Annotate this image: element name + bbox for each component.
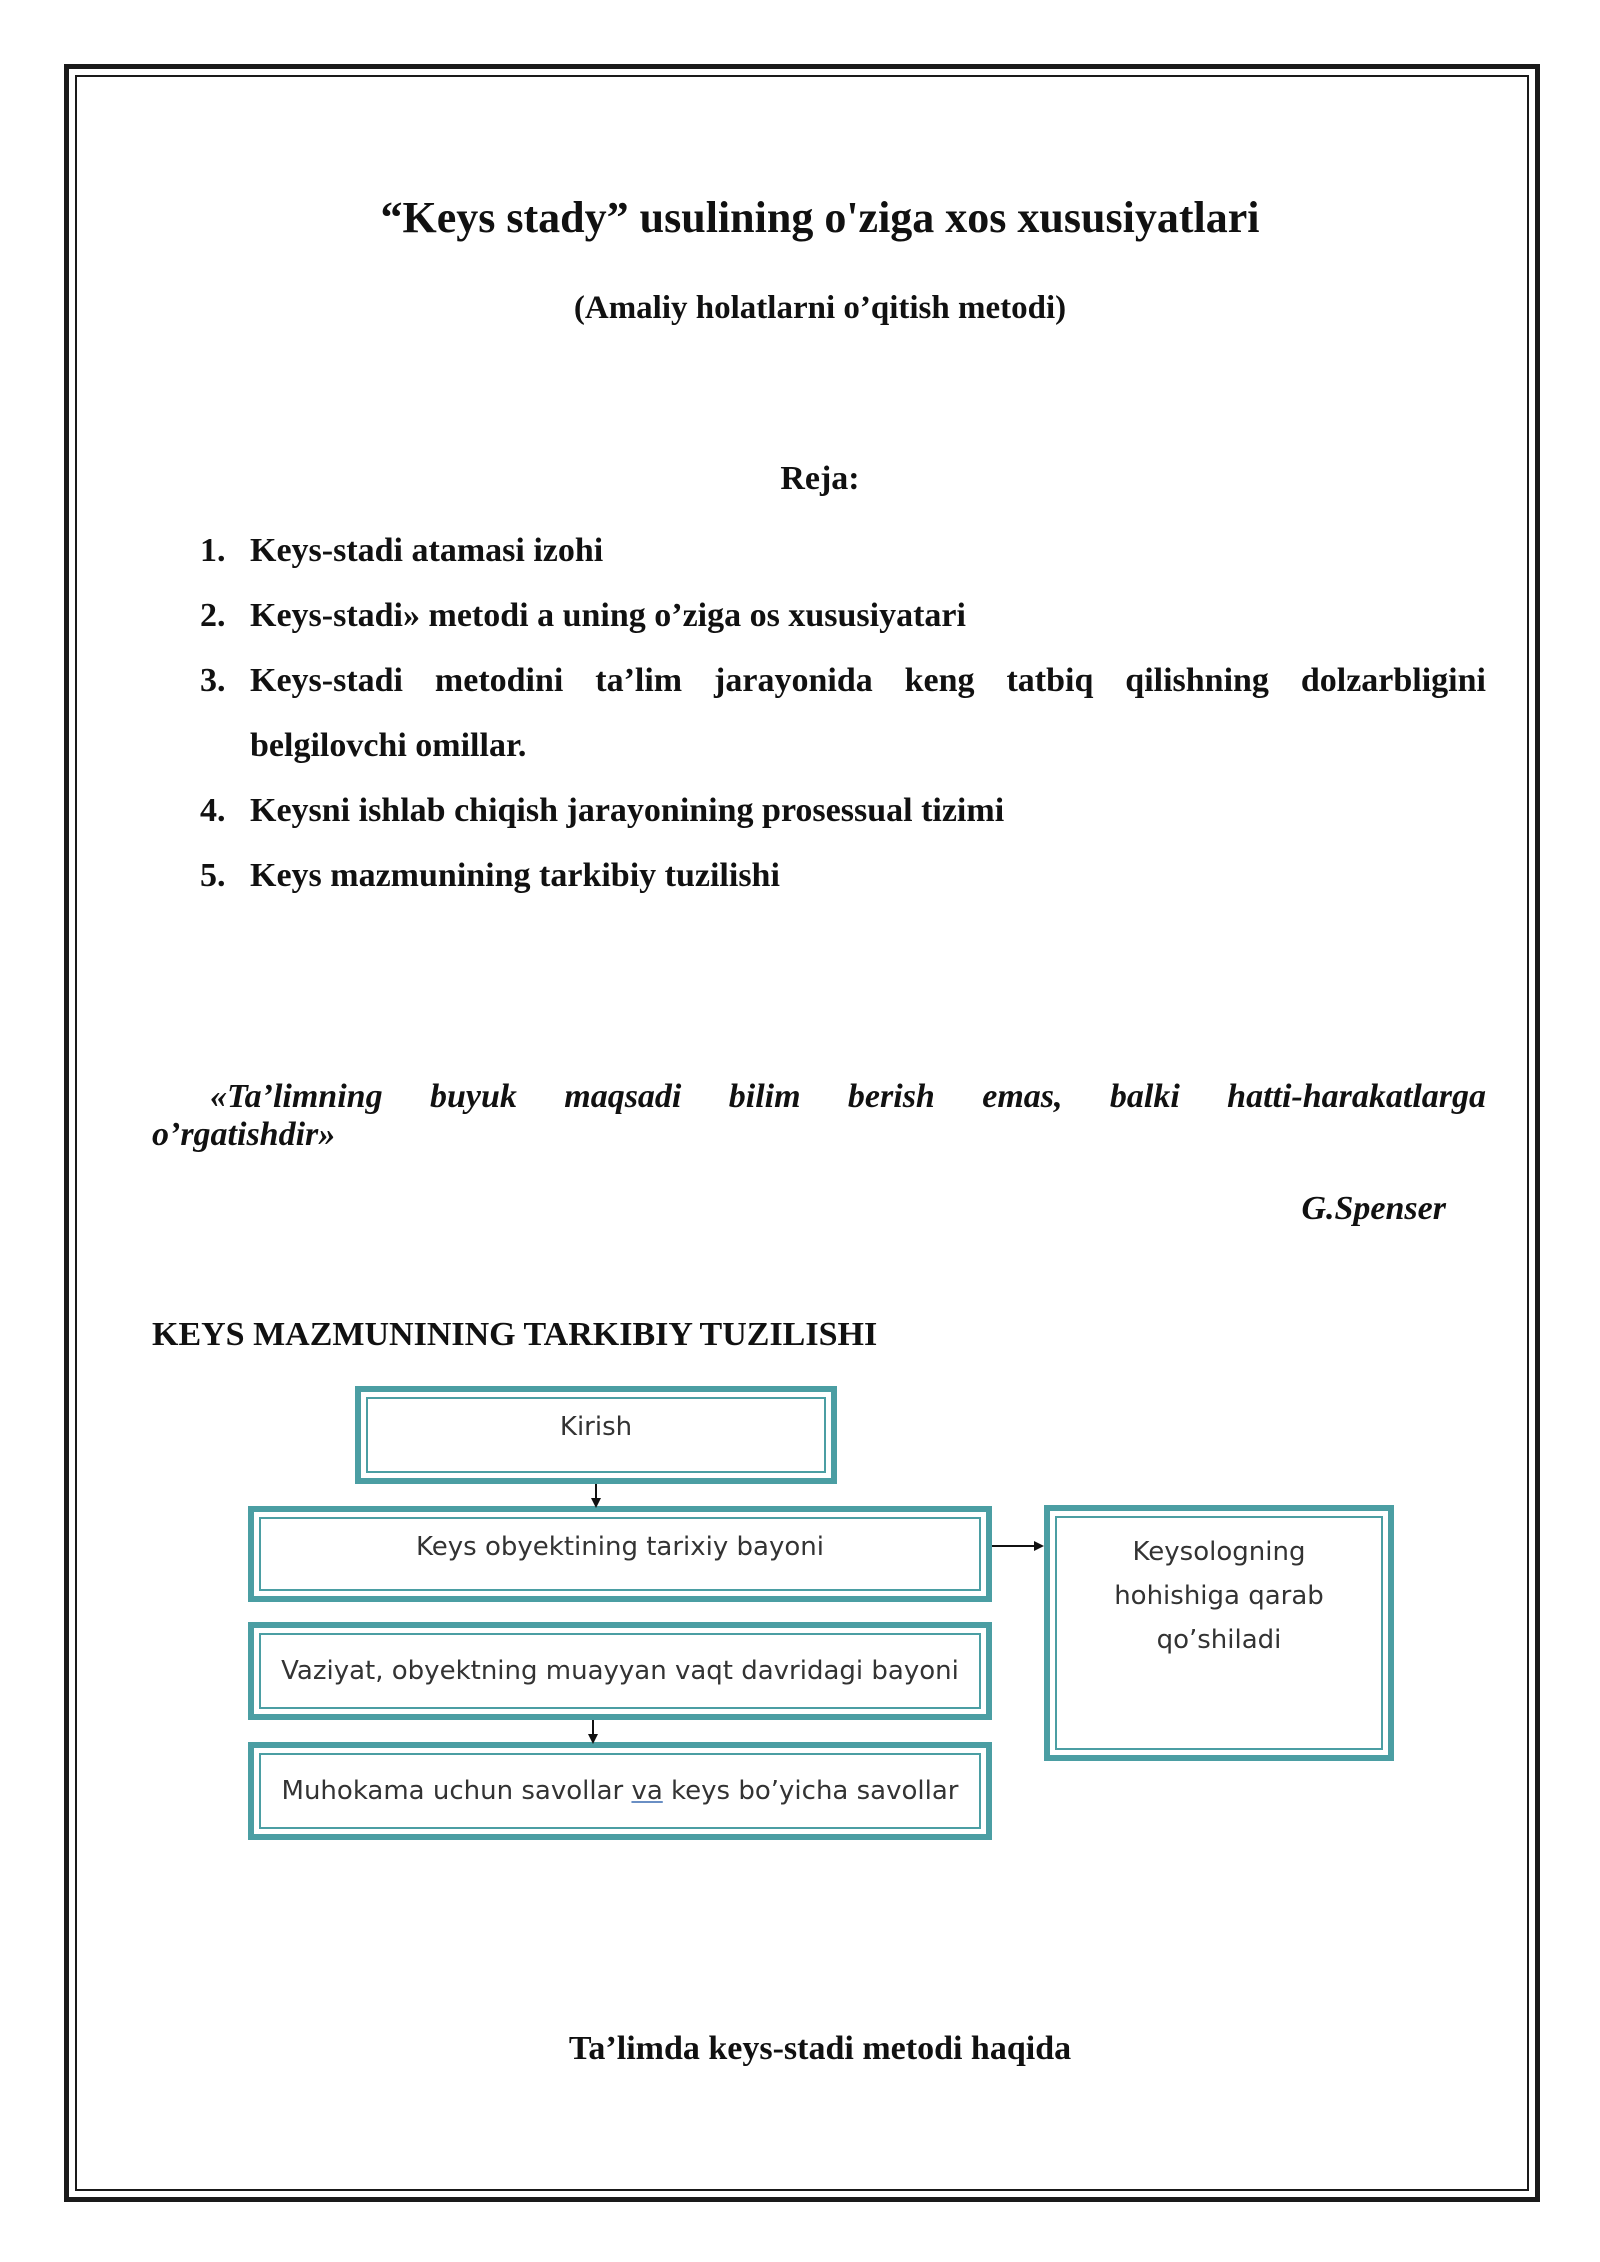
- plan-item-3: [200, 648, 1486, 778]
- plan-list: [200, 518, 1486, 908]
- keysolog-line-3: qo’shiladi: [1156, 1625, 1282, 1655]
- plan-heading: Reja:: [780, 460, 860, 497]
- plan-item-text: Keys-stadi metodini ta’lim jarayonida keng tatbiq qilishning dolzarbligini belgilovchi omillar.: [250, 662, 1486, 764]
- plan-item-text: Keys-stadi atamasi izohi: [250, 532, 604, 569]
- diagram-box-tarixiy-label: Keys obyektining tarixiy bayoni: [259, 1517, 981, 1591]
- plan-item-5: [200, 843, 1486, 908]
- keysolog-line-2: hohishiga qarab: [1114, 1581, 1324, 1611]
- document-title: “Keys stady” usulining o'ziga xos xususiyatlari: [380, 193, 1260, 242]
- muhokama-text-underlined: va: [631, 1776, 663, 1806]
- diagram-box-vaziyat-label: Vaziyat, obyektning muayyan vaqt davridagi bayoni: [259, 1633, 981, 1709]
- diagram-box-tarixiy: [248, 1506, 992, 1602]
- plan-item-number: 3.: [200, 662, 226, 699]
- plan-item-text: Keysni ishlab chiqish jarayonining prosessual tizimi: [250, 792, 1005, 829]
- document-subtitle: (Amaliy holatlarni o’qitish metodi): [573, 290, 1067, 326]
- epigraph-quote: [152, 1078, 1486, 1154]
- keysolog-line-1: Keysologning: [1132, 1537, 1306, 1567]
- plan-item-4: [200, 778, 1486, 843]
- plan-item-text: Keys-stadi» metodi a uning o’ziga os xususiyatari: [250, 597, 966, 634]
- section-heading: KEYS MAZMUNINING TARKIBIY TUZILISHI: [152, 1316, 878, 1353]
- diagram-box-muhokama-label: [259, 1753, 981, 1829]
- plan-item-number: 4.: [200, 792, 226, 829]
- plan-item-1: [200, 518, 1486, 583]
- diagram-box-keysolog-label: [1055, 1516, 1383, 1750]
- diagram-caption: Ta’limda keys-stadi metodi haqida: [568, 2030, 1072, 2067]
- diagram-box-muhokama: [248, 1742, 992, 1840]
- muhokama-text-start: Muhokama uchun savollar: [281, 1776, 632, 1806]
- diagram-box-vaziyat: [248, 1622, 992, 1720]
- plan-item-2: [200, 583, 1486, 648]
- quote-line-1: «Ta’limning buyuk maqsadi bilim berish emas, balki hatti-harakatlarga: [210, 1078, 1486, 1115]
- quote-line-2: o’rgatishdir»: [152, 1116, 336, 1153]
- diagram-box-keysolog: [1044, 1505, 1394, 1761]
- plan-item-number: 2.: [200, 597, 226, 634]
- diagram-box-kirish-label: Kirish: [366, 1397, 826, 1473]
- muhokama-text-end: keys bo’yicha savollar: [662, 1776, 959, 1806]
- quote-author: G.Spenser: [1301, 1190, 1446, 1227]
- plan-item-number: 5.: [200, 857, 226, 894]
- plan-item-number: 1.: [200, 532, 226, 569]
- plan-item-text: Keys mazmunining tarkibiy tuzilishi: [250, 857, 780, 894]
- diagram-box-kirish: [355, 1386, 837, 1484]
